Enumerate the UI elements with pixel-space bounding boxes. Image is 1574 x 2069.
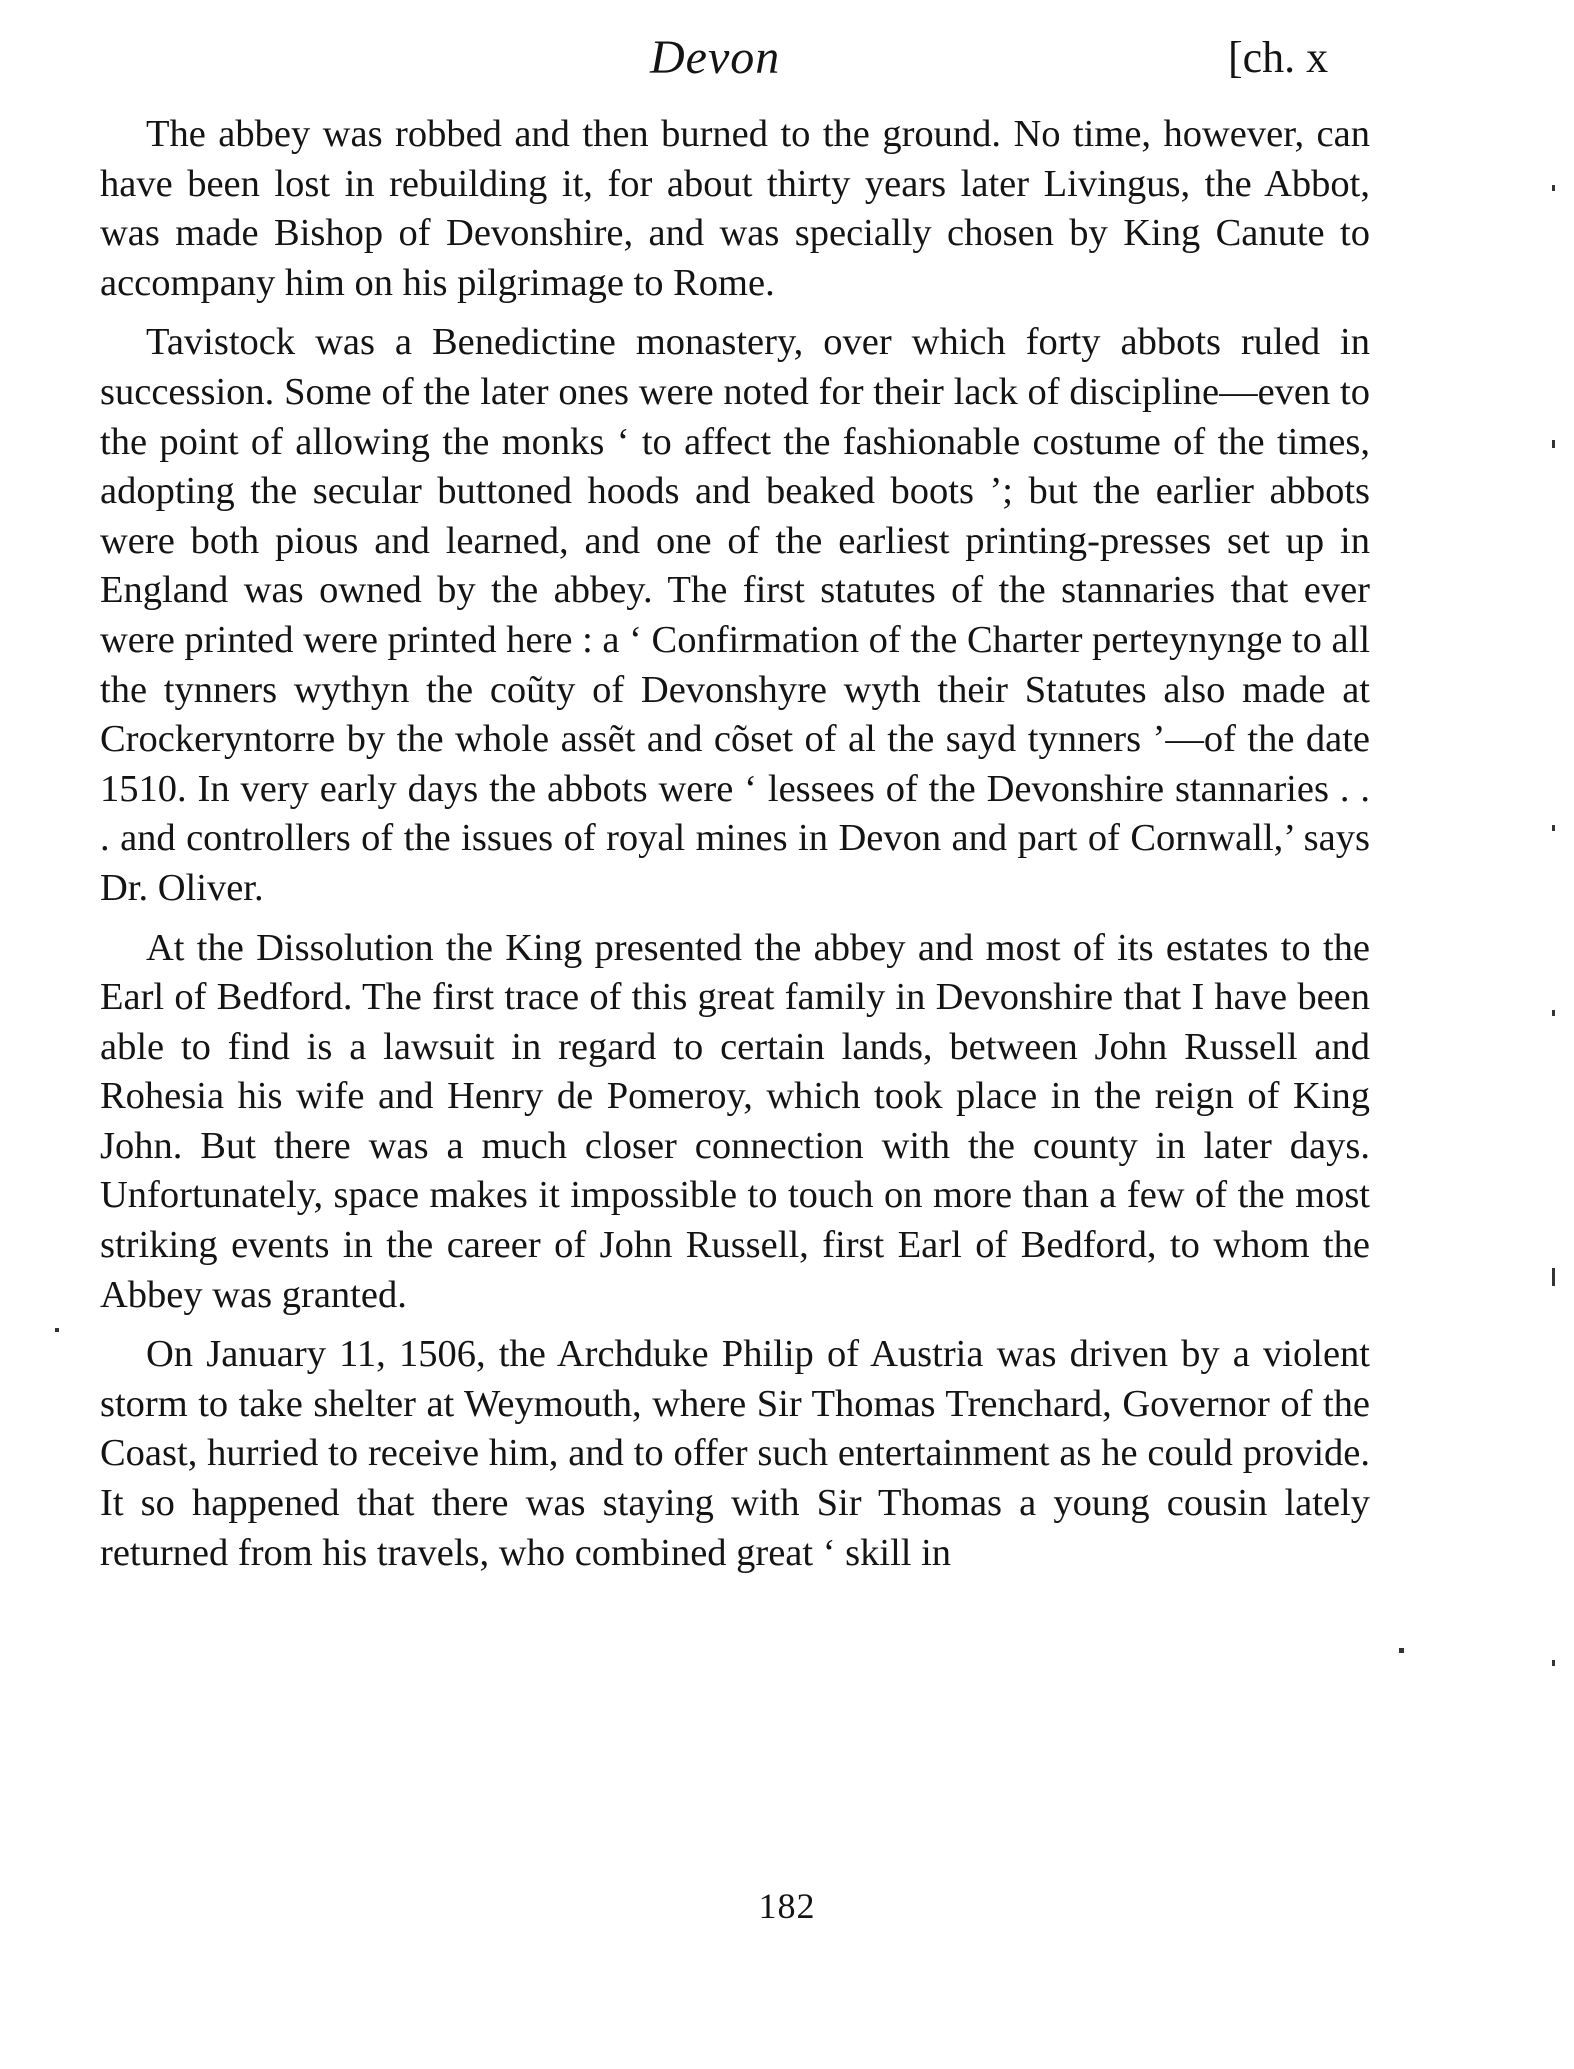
paragraph: Tavistock was a Benedictine monastery, over which forty abbots ruled in succession. Some of the later ones were noted for their lack of discipline—even to the point of allowing the monks ‘ to affect the fashionable costume of the times, adopting the secular buttoned hoods and beaked boots ’; but the earlier abbots were both pious and learned, and one of the earliest printing-presses set up in England was owned by the abbey. The first statutes of the stannaries that ever were printed were printed here : a ‘ Confirmation of the Charter perteynynge to all the tynners wythyn the coũty of Devonshyre wyth their Statutes also made at Crockeryntorre by the whole assẽt and cõset of al the sayd tynners ’—of the date 1510. In very early days the abbots were ‘ lessees of the Devonshire stannaries . . . and controllers of the issues of royal mines in Devon and part of Cornwall,’ says Dr. Oliver. bbox=[100, 321, 1371, 909]
chapter-reference: [ch. x bbox=[1228, 33, 1329, 82]
running-title: Devon bbox=[650, 31, 781, 84]
page-number: 182 bbox=[758, 1886, 816, 1926]
paragraph: At the Dissolution the King presented the abbey and most of its estates to the Earl of Bedford. The first trace of this great family in Devonshire that I have been able to find is a lawsuit in regard to certain lands, between John Russell and Rohesia his wife and Henry de Pomeroy, which took place in the reign of King John. But there was a much closer connection with the county in later days. Unfortunately, space makes it impossible to touch on more than a few of the most striking events in the career of John Russell, first Earl of Bedford, to whom the Abbey was granted. bbox=[100, 926, 1370, 1316]
scan-edge-mark bbox=[1552, 440, 1555, 448]
scan-edge-mark bbox=[1552, 1010, 1555, 1016]
scan-edge-mark bbox=[1552, 825, 1555, 831]
scan-edge-mark bbox=[1552, 185, 1555, 191]
scan-edge-mark bbox=[55, 1328, 59, 1332]
scan-edge-mark bbox=[1399, 1648, 1404, 1653]
body-text bbox=[100, 110, 1370, 1588]
scan-edge-mark bbox=[1552, 1268, 1555, 1286]
paragraph: On January 11, 1506, the Archduke Philip of Austria was driven by a violent storm to take shelter at Weymouth, where Sir Thomas Trenchard, Governor of the Coast, hurried to receive him, and to offer such entertainment as he could provide. It so happened that there was staying with Sir Thomas a young cousin lately returned from his travels, who combined great ‘ skill in bbox=[100, 1333, 1370, 1574]
paragraph: The abbey was robbed and then burned to the ground. No time, however, can have been lost in rebuilding it, for about thirty years later Livingus, the Abbot, was made Bishop of Devonshire, and was specially chosen by King Canute to accompany him on his pilgrimage to Rome. bbox=[100, 113, 1370, 304]
scan-edge-mark bbox=[1552, 1660, 1555, 1666]
page-header bbox=[0, 30, 1574, 100]
